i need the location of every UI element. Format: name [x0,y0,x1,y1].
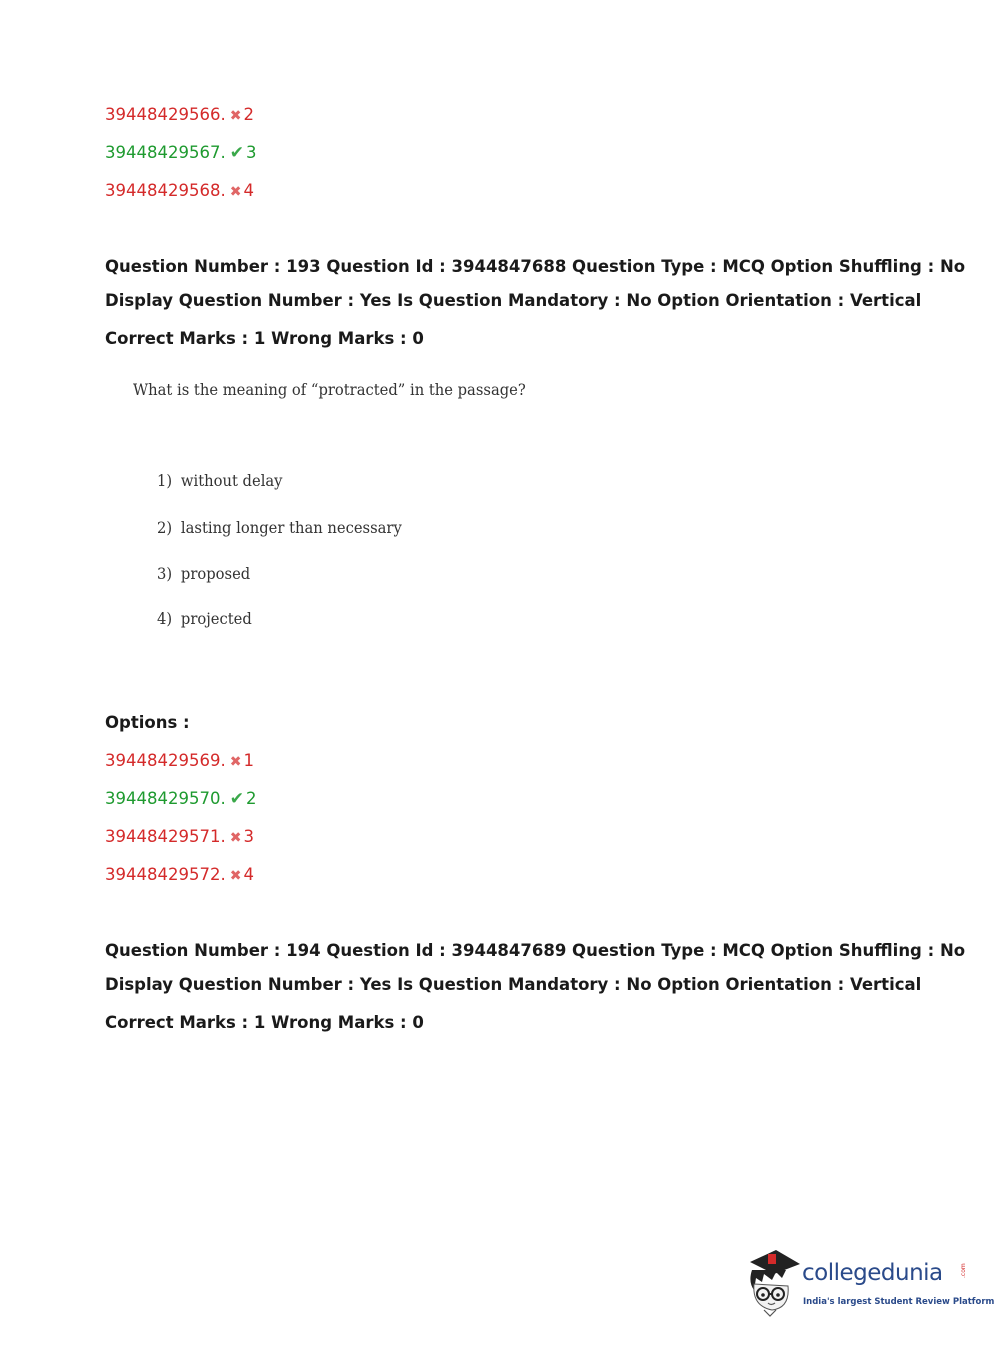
choice-number: 2) [157,518,173,537]
check-icon: ✔ [229,143,244,163]
question-meta-line: Question Number : 193 Question Id : 3944847688 Question Type : MCQ Option Shuffling : No [105,257,966,276]
option-row [105,751,254,772]
choice-text: projected [180,609,252,628]
choice-number: 4) [157,609,173,628]
choice-text: proposed [180,564,251,583]
option-row [105,181,254,202]
option-value: 3 [245,143,257,162]
cross-icon: ✖ [229,108,242,124]
option-id: 39448429572. [105,865,226,884]
option-value: 1 [243,751,254,770]
answer-choice [157,518,402,537]
option-value: 3 [243,827,254,846]
mascot-icon [742,1248,804,1318]
option-id: 39448429567. [105,143,226,162]
option-row [105,105,254,126]
choice-text: lasting longer than necessary [180,518,402,537]
question-meta-line: Question Number : 194 Question Id : 3944847689 Question Type : MCQ Option Shuffling : No [105,941,966,960]
answer-choice [157,564,250,583]
option-row [105,789,256,809]
option-row [105,827,254,848]
option-value: 2 [243,105,254,124]
option-row [105,865,254,886]
option-id: 39448429570. [105,789,226,808]
question-meta-line: Display Question Number : Yes Is Question Mandatory : No Option Orientation : Vertical [105,291,922,310]
check-icon: ✔ [229,789,244,809]
cross-icon: ✖ [229,184,242,200]
option-id: 39448429568. [105,181,226,200]
choice-text: without delay [180,471,283,490]
answer-choice [157,609,252,628]
option-value: 2 [245,789,257,808]
cross-icon: ✖ [229,868,242,884]
cross-icon: ✖ [229,830,242,846]
option-value: 4 [243,865,254,884]
question-marks-line: Correct Marks : 1 Wrong Marks : 0 [105,329,424,348]
option-id: 39448429569. [105,751,226,770]
logo-suffix: .com [960,1263,967,1278]
choice-number: 1) [157,471,173,490]
option-value: 4 [243,181,254,200]
question-text: What is the meaning of “protracted” in the passage? [133,380,526,399]
option-row [105,143,256,163]
logo-name: collegedunia [802,1260,943,1286]
question-meta-line: Display Question Number : Yes Is Question Mandatory : No Option Orientation : Vertical [105,975,922,994]
option-id: 39448429571. [105,827,226,846]
question-marks-line: Correct Marks : 1 Wrong Marks : 0 [105,1013,424,1032]
cross-icon: ✖ [229,754,242,770]
options-heading: Options : [105,713,190,732]
choice-number: 3) [157,564,173,583]
option-id: 39448429566. [105,105,226,124]
logo-tagline: India's largest Student Review Platform [803,1297,995,1307]
collegedunia-logo [742,1248,995,1318]
answer-choice [157,471,282,490]
